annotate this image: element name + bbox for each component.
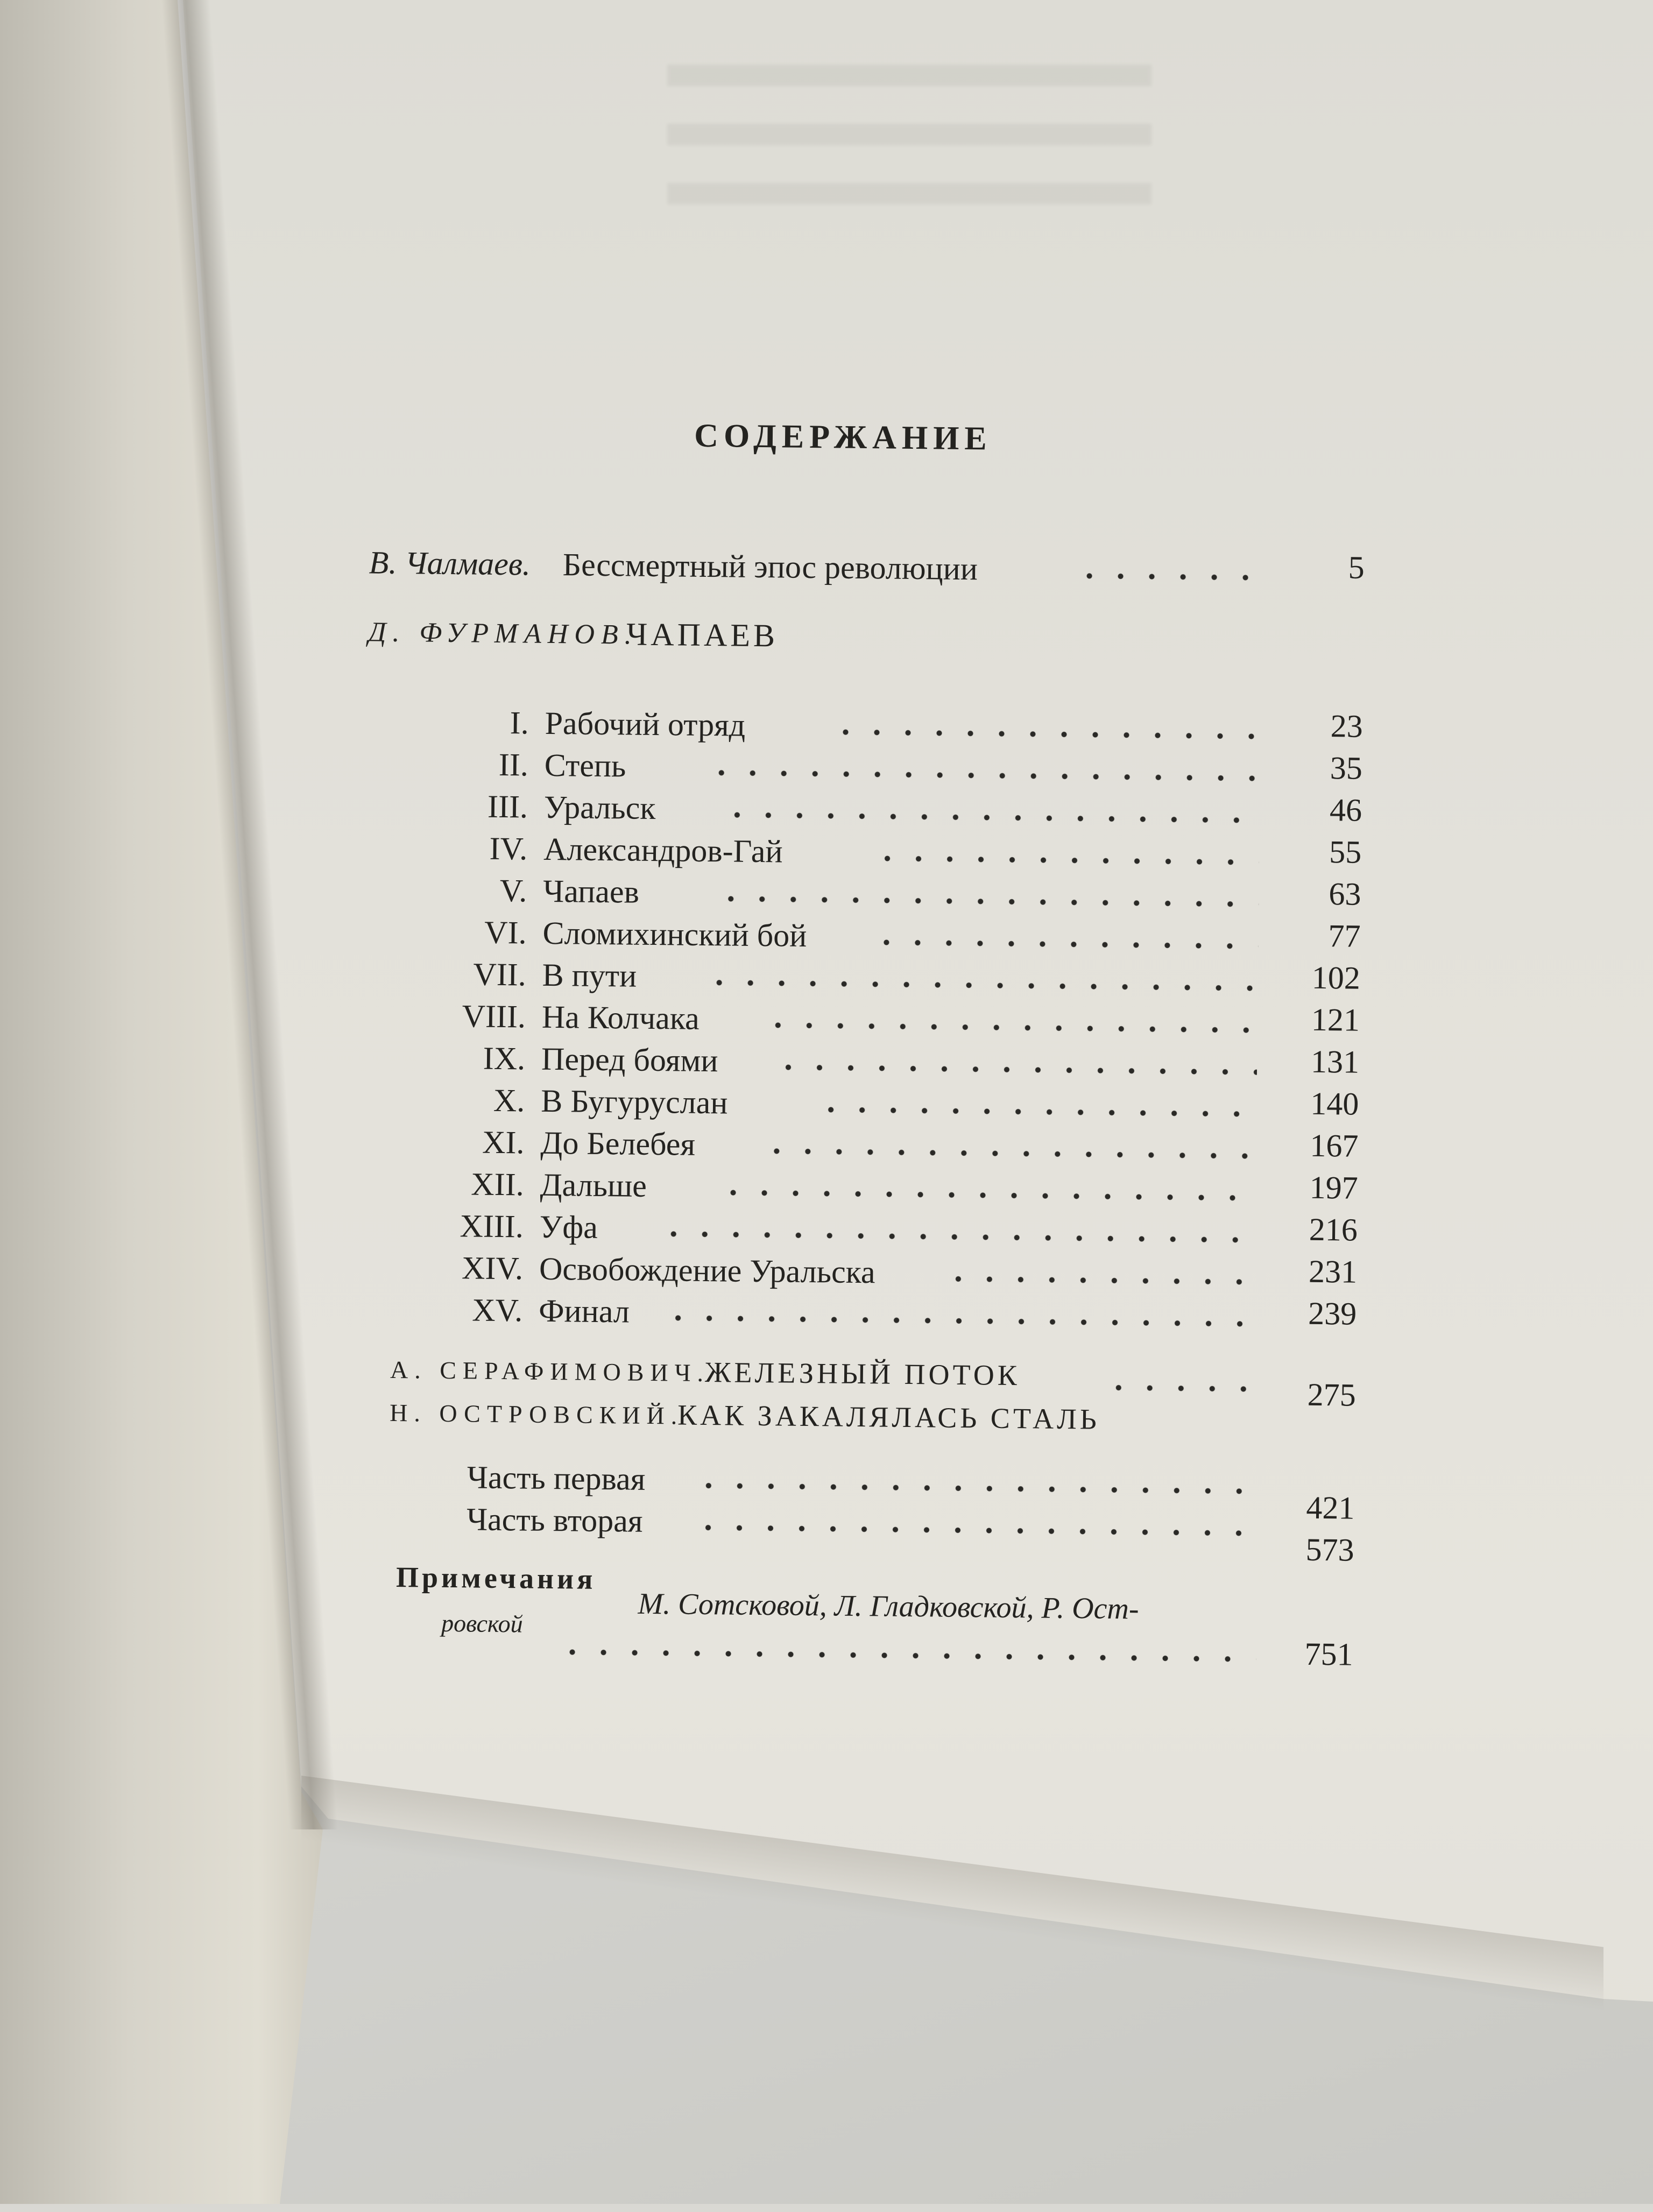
part-title: Часть первая [467,1459,646,1497]
furmanov-title: ЧАПАЕВ [626,616,779,654]
serafimovich-leader-dots [1103,1384,1254,1393]
chapter-page: 102 [1311,959,1361,996]
part-title: Часть вторая [466,1501,643,1539]
chapter-number: II. [498,746,529,783]
chapter-page: 63 [1329,876,1361,912]
part-page: 421 [1306,1489,1355,1526]
chapter-leader-dots [871,939,1258,950]
chapter-leader-dots [706,769,1260,782]
notes-label: Примечания [395,1561,596,1595]
notes-page: 751 [1304,1636,1353,1672]
ostrovsky-author: Н. ОСТРОВСКИЙ. [389,1398,684,1430]
chapter-number: III. [487,788,528,825]
chapter-leader-dots [662,1315,1254,1327]
chapter-page: 216 [1309,1211,1358,1248]
chapter-title: Александров-Гай [543,831,783,870]
chapter-title: В Бугуруслан [540,1083,728,1121]
chapter-page: 46 [1329,792,1362,828]
chapter-leader-dots [872,855,1259,866]
chapter-page: 121 [1311,1001,1360,1038]
ostrovsky-title: КАК ЗАКАЛЯЛАСЬ СТАЛЬ [677,1398,1100,1436]
chapter-number: XIII. [460,1208,524,1245]
chapter-number: VIII. [462,998,526,1035]
part-page: 573 [1305,1531,1354,1568]
chapter-page: 197 [1309,1169,1359,1206]
chapter-number: XII. [471,1166,525,1203]
chapter-page: 131 [1310,1043,1360,1080]
chapter-title: Степь [544,747,626,784]
intro-page: 5 [1348,549,1365,585]
chapter-title: Чапаев [543,873,640,910]
chapter-leader-dots [773,1064,1257,1075]
chapter-number: I. [510,705,529,741]
serafimovich-page: 275 [1307,1376,1357,1413]
chapter-leader-dots [715,895,1259,908]
chapter-leader-dots [704,979,1258,992]
chapter-page: 231 [1308,1253,1358,1290]
chapter-page: 140 [1310,1085,1359,1122]
chapter-title: Освобождение Уральска [539,1250,875,1290]
chapter-leader-dots [943,1276,1255,1285]
chapter-title: В пути [542,957,637,994]
notes-authors-line2: ровской [441,1609,523,1638]
intro-leader-dots [1074,573,1268,581]
toc-title: СОДЕРЖАНИЕ [694,417,993,457]
chapter-title: До Белебея [540,1125,696,1162]
chapter-leader-dots [830,729,1260,739]
chapter-leader-dots [815,1106,1256,1118]
chapter-leader-dots [722,811,1260,823]
serafimovich-title: ЖЕЛЕЗНЫЙ ПОТОК [704,1356,1021,1392]
chapter-page: 239 [1308,1295,1357,1332]
chapter-title: Перед боями [541,1041,718,1079]
chapter-number: XIV. [461,1250,524,1287]
chapter-title: На Колчака [541,999,700,1036]
chapter-page: 35 [1330,750,1363,786]
chapter-title: Сломихинский бой [542,915,807,953]
chapter-title: Финал [538,1292,630,1330]
chapter-page: 77 [1328,918,1361,954]
chapter-number: XI. [482,1124,525,1161]
part-leader-dots [693,1482,1253,1495]
chapter-title: Уральск [543,789,656,826]
chapter-number: V. [499,872,527,909]
chapter-leader-dots [761,1148,1256,1160]
chapter-number: XV. [471,1292,523,1328]
chapter-leader-dots [717,1189,1255,1201]
chapter-page: 23 [1330,708,1364,744]
part-leader-dots [693,1524,1252,1537]
intro-title: Бессмертный эпос революции [562,547,978,587]
chapter-number: IX. [483,1040,526,1077]
notes-leader-dots [557,1649,1256,1663]
chapter-number: VII. [473,956,527,993]
chapter-leader-dots [658,1231,1255,1243]
chapter-page: 167 [1310,1127,1359,1164]
serafimovich-author: А. СЕРАФИМОВИЧ. [390,1355,710,1387]
chapter-number: X. [493,1082,525,1119]
furmanov-author: Д. ФУРМАНОВ. [368,617,638,651]
chapter-title: Дальше [540,1167,647,1204]
chapter-page: 55 [1329,834,1362,870]
chapter-leader-dots [762,1022,1258,1034]
intro-author: В. Чалмаев. [369,545,531,582]
notes-authors-line1: М. Сотсковой, Л. Гладковской, Р. Ост- [638,1587,1139,1626]
chapter-title: Рабочий отряд [545,705,746,743]
chapter-number: IV. [489,830,528,867]
chapter-number: VI. [484,914,527,951]
chapter-title: Уфа [539,1209,598,1245]
